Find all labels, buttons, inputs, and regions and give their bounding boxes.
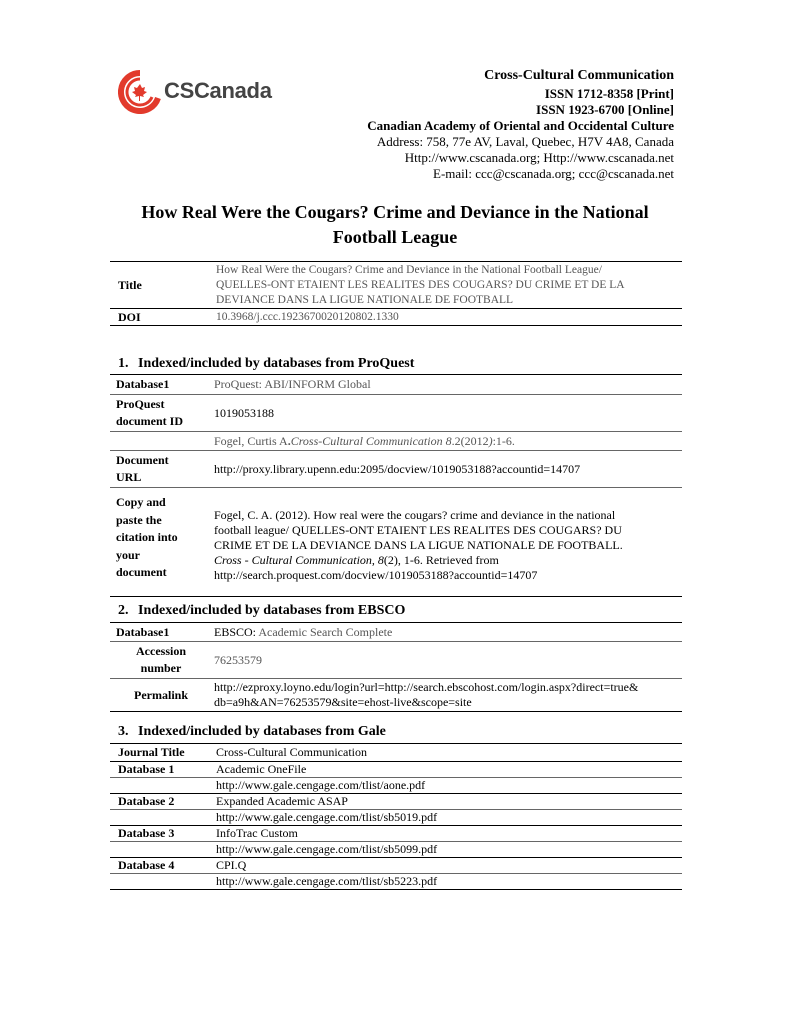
- database-name: InfoTrac Custom: [216, 826, 298, 840]
- section-heading-ebsco: [118, 603, 405, 619]
- journal-name: Cross-Cultural Communication: [484, 68, 674, 83]
- doi-label: DOI: [118, 309, 141, 324]
- database-label: Database1: [116, 624, 170, 639]
- citation-short: Fogel, Curtis A.Cross-Cultural Communication 8.2(2012):1-6.: [214, 433, 515, 448]
- section-title: Indexed/included by databases from EBSCO: [138, 603, 406, 618]
- page-title: [110, 200, 680, 250]
- issn-print: ISSN 1712-8358 [Print]: [544, 86, 674, 101]
- title-value: [214, 262, 682, 309]
- table-row: [110, 679, 682, 712]
- academy-name: Canadian Academy of Oriental and Occidental Culture: [367, 118, 674, 133]
- website-links[interactable]: Http://www.cscanada.org; Http://www.cscanada.net: [404, 150, 674, 165]
- meta-table: [110, 261, 682, 326]
- document-url-label: [110, 451, 212, 488]
- section-heading-proquest: [118, 356, 414, 372]
- title-line: QUELLES-ONT ETAIENT LES REALITES DES COUGARS? DU CRIME ET DE LA: [216, 278, 625, 291]
- database-url-link[interactable]: http://www.gale.cengage.com/tlist/aone.pdf: [216, 778, 426, 792]
- doi-value[interactable]: 10.3968/j.ccc.1923670020120802.1330: [216, 311, 399, 323]
- table-row: [110, 375, 682, 395]
- label-line: ProQuest: [116, 397, 165, 411]
- label-line: citation into: [116, 530, 178, 544]
- label-line: Document: [116, 453, 169, 467]
- section-title: Indexed/included by databases from Gale: [138, 724, 386, 739]
- table-row: [110, 432, 682, 451]
- table-row: [110, 842, 682, 858]
- table-row: [110, 744, 682, 762]
- email-links[interactable]: E-mail: ccc@cscanada.org; ccc@cscanada.net: [433, 166, 674, 181]
- section-heading-gale: [118, 724, 386, 740]
- table-row: [110, 778, 682, 794]
- document-url-link[interactable]: http://proxy.library.upenn.edu:2095/docview/1019053188?accountid=14707: [214, 461, 581, 476]
- section-number: 2.: [118, 603, 129, 618]
- docid-value: 1019053188: [214, 405, 274, 420]
- database-url-link[interactable]: http://www.gale.cengage.com/tlist/sb5019.pdf: [216, 810, 438, 824]
- table-row: [110, 826, 682, 842]
- cscanada-logo: [118, 70, 278, 116]
- table-row: [110, 395, 682, 432]
- database-label: Database 1: [118, 762, 175, 776]
- page-title-line: How Real Were the Cougars? Crime and Deviance in the National: [141, 202, 649, 222]
- proquest-table: [110, 374, 682, 597]
- database-url-link[interactable]: http://www.gale.cengage.com/tlist/sb5099.pdf: [216, 842, 438, 856]
- logo-wordmark: CSCanada: [164, 78, 272, 103]
- docid-label: [110, 395, 212, 432]
- title-line: DEVIANCE DANS LA LIGUE NATIONALE DE FOOTBALL: [216, 293, 514, 306]
- section-number: 3.: [118, 724, 129, 739]
- journal-title-label: Journal Title: [118, 745, 185, 759]
- accession-label: [110, 642, 212, 679]
- journal-title-value: Cross-Cultural Communication: [216, 745, 367, 759]
- database-name: Academic OneFile: [216, 762, 307, 776]
- table-row: [110, 623, 682, 642]
- ebsco-table: [110, 622, 682, 712]
- label-line: number: [140, 661, 182, 675]
- label-line: Copy and: [116, 495, 166, 509]
- issn-online: ISSN 1923-6700 [Online]: [536, 102, 674, 117]
- label-line: document: [116, 565, 167, 579]
- database-label: Database 4: [118, 858, 175, 872]
- database-value: ProQuest: ABI/INFORM Global: [214, 377, 371, 391]
- table-row: [110, 874, 682, 890]
- section-number: 1.: [118, 356, 129, 371]
- label-line: Accession: [136, 644, 186, 658]
- title-label: Title: [118, 277, 142, 292]
- address: Address: 758, 77e AV, Laval, Quebec, H7V 4A8, Canada: [376, 134, 674, 149]
- database-label: Database 3: [118, 826, 175, 840]
- table-row: [110, 309, 682, 326]
- title-line: How Real Were the Cougars? Crime and Deviance in the National Football League/: [216, 263, 602, 276]
- label-line: URL: [116, 470, 142, 484]
- label-line: your: [116, 547, 140, 562]
- table-row: [110, 642, 682, 679]
- label-line: paste the: [116, 512, 162, 527]
- label-line: document ID: [116, 414, 184, 428]
- database-name: CPI.Q: [216, 858, 247, 872]
- accession-value: 76253579: [214, 652, 262, 667]
- table-row: [110, 858, 682, 874]
- maple-leaf-logo-icon: [118, 70, 162, 114]
- permalink-label: Permalink: [134, 687, 188, 702]
- permalink-link[interactable]: http://ezproxy.loyno.edu/login?url=http://search.ebscohost.com/login.aspx?direct=true& db=a9h&AN=76253579&site=ehost-live&scope=site: [214, 680, 639, 709]
- database-url-link[interactable]: http://www.gale.cengage.com/tlist/sb5223.pdf: [216, 874, 438, 888]
- database-value: EBSCO: Academic Search Complete: [214, 624, 393, 639]
- copy-citation-text[interactable]: Fogel, C. A. (2012). How real were the cougars? crime and deviance in the national football league/ QUELLES-ONT ETAIENT LES REALITES DES COUGARS? DU CRIME ET DE LA DEVIANCE DANS LA LIGUE NATIONALE DE FOOTBALL. Cross - Cultural Communication, 8(2), 1-6. Retrieved from http://search.proquest.com/docview/1019053188?accountid=14707: [214, 507, 623, 582]
- section-title: Indexed/included by databases from ProQuest: [138, 356, 415, 371]
- table-row: [110, 794, 682, 810]
- table-row: [110, 762, 682, 778]
- gale-table: [110, 743, 682, 890]
- database-name: Expanded Academic ASAP: [216, 794, 348, 808]
- database-label: Database1: [116, 377, 170, 391]
- database-label: Database 2: [118, 794, 175, 808]
- table-row: [110, 810, 682, 826]
- page-title-line: Football League: [332, 227, 458, 247]
- table-row: [110, 451, 682, 488]
- table-row: [110, 262, 682, 309]
- copy-citation-label: [110, 488, 212, 597]
- table-row: [110, 488, 682, 597]
